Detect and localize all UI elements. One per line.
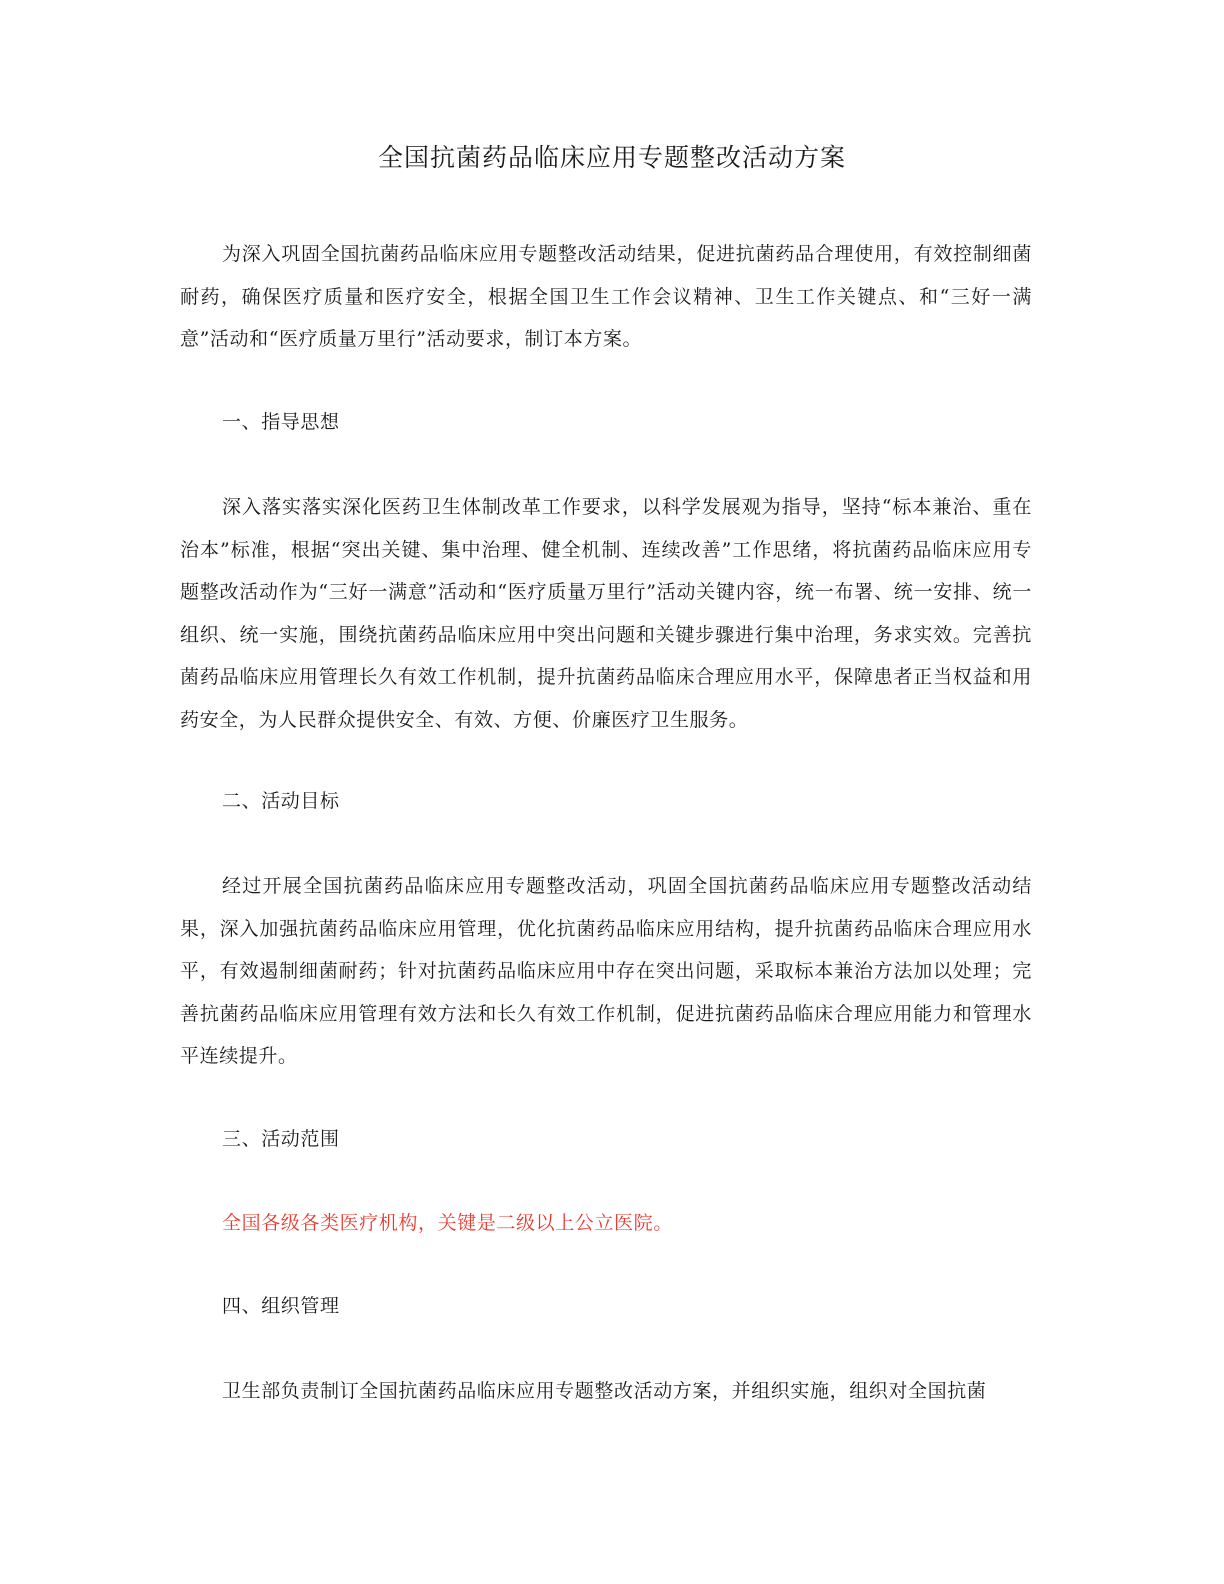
section-body-organization: 卫生部负责制订全国抗菌药品临床应用专题整改活动方案，并组织实施，组织对全国抗菌	[222, 1380, 987, 1402]
intro-paragraph: 为深入巩固全国抗菌药品临床应用专题整改活动结果，促进抗菌药品合理使用，有效控制细菌耐药，确保医疗质量和医疗安全，根据全国卫生工作会议精神、卫生工作关键点、和“三好一满意”活动和“医疗质量万里行”活动要求，制订本方案。	[180, 243, 1032, 350]
section-heading-guiding-ideology: 一、指导思想	[222, 411, 340, 433]
document-title: 全国抗菌药品临床应用专题整改活动方案	[377, 143, 846, 172]
section-body-guiding-ideology: 深入落实落实深化医药卫生体制改革工作要求，以科学发展观为指导，坚持“标本兼治、重在治本”标准，根据“突出关键、集中治理、健全机制、连续改善”工作思绪，将抗菌药品临床应用专题整改活动作为“三好一满意”活动和“医疗质量万里行”活动关键内容，统一布署、统一安排、统一组织、统一实施，围绕抗菌药品临床应用中突出问题和关键步骤进行集中治理，务求实效。完善抗菌药品临床应用管理长久有效工作机制，提升抗菌药品临床合理应用水平，保障患者正当权益和用药安全，为人民群众提供安全、有效、方便、价廉医疗卫生服务。	[180, 496, 1032, 731]
section-body-activity-scope: 全国各级各类医疗机构，关键是二级以上公立医院。	[222, 1212, 673, 1234]
section-heading-organization: 四、组织管理	[222, 1295, 340, 1317]
section-heading-activity-goals: 二、活动目标	[222, 790, 340, 812]
section-body-activity-goals: 经过开展全国抗菌药品临床应用专题整改活动，巩固全国抗菌药品临床应用专题整改活动结果，深入加强抗菌药品临床应用管理，优化抗菌药品临床应用结构，提升抗菌药品临床合理应用水平，有效遏制细菌耐药；针对抗菌药品临床应用中存在突出问题，采取标本兼治方法加以处理；完善抗菌药品临床应用管理有效方法和长久有效工作机制，促进抗菌药品临床合理应用能力和管理水平连续提升。	[180, 875, 1032, 1067]
section-heading-activity-scope: 三、活动范围	[222, 1128, 340, 1150]
